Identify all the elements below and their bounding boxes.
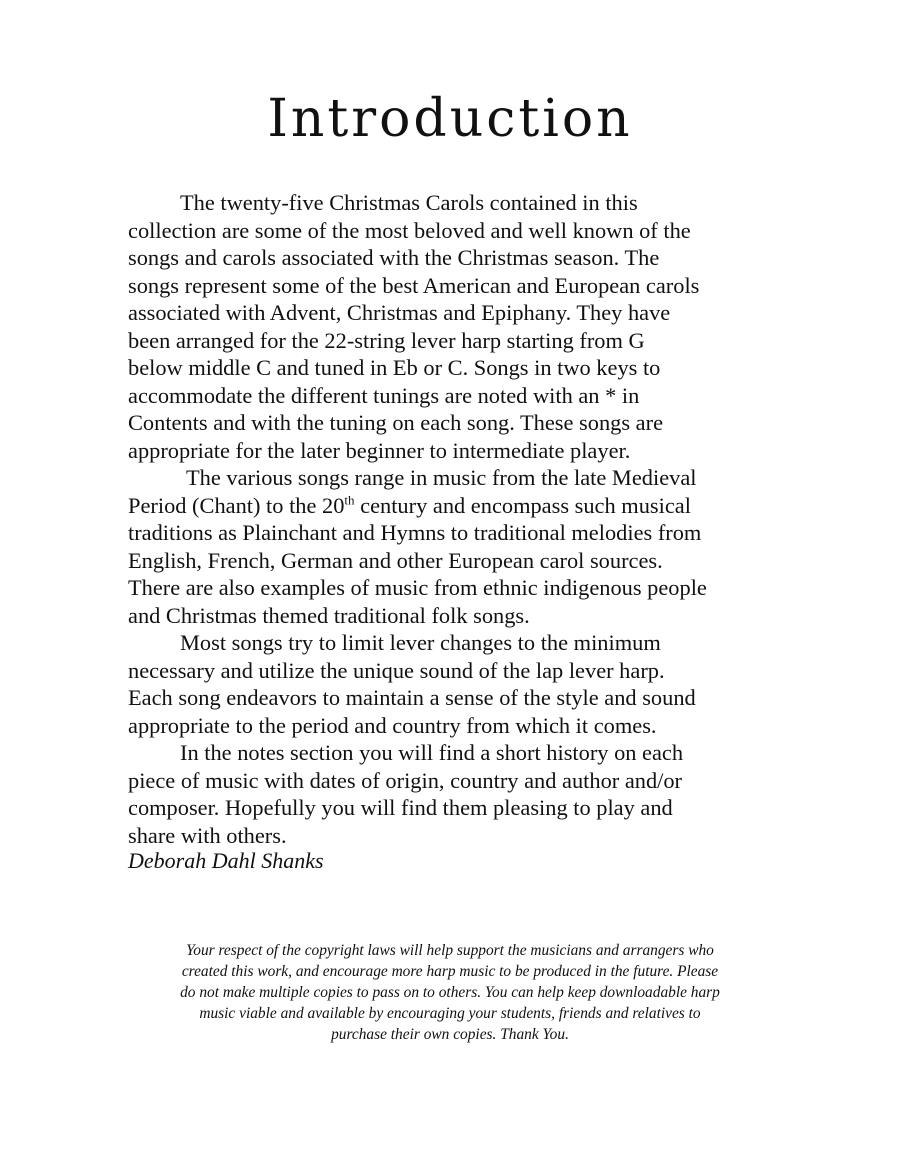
copyright-line: do not make multiple copies to pass on to others. You can help keep downloadable harp	[180, 984, 720, 1001]
copyright-line: Your respect of the copyright laws will help support the musicians and arrangers who	[186, 942, 714, 959]
copyright-line: created this work, and encourage more harp music to be produced in the future. Please	[181, 963, 719, 980]
text-line: Most songs try to limit lever changes to the minimum	[180, 630, 661, 655]
text-line: songs and carols associated with the Christmas season. The	[128, 245, 660, 270]
paragraph-musical-range	[128, 464, 788, 629]
text-fragment: century and encompass such musical	[354, 492, 691, 518]
text-line: songs represent some of the best American and European carols	[128, 272, 700, 298]
paragraph-lever-changes	[128, 629, 788, 739]
text-line: been arranged for the 22-string lever harp starting from G	[128, 327, 645, 353]
text-line: below middle C and tuned in Eb or C. Songs in two keys to	[128, 355, 661, 380]
text-line: piece of music with dates of origin, country and author and/or	[128, 767, 683, 793]
text-line	[128, 492, 788, 520]
text-line: and Christmas themed traditional folk songs.	[128, 602, 530, 628]
paragraph-notes-section	[128, 739, 788, 849]
text-line: Each song endeavors to maintain a sense of the style and sound	[128, 685, 696, 710]
text-line: There are also examples of music from ethnic indigenous people	[128, 575, 707, 600]
text-line: The various songs range in music from the late Medieval	[186, 465, 697, 490]
text-line: appropriate to the period and country from which it comes.	[128, 712, 657, 738]
text-line: In the notes section you will find a short history on each	[180, 740, 684, 765]
copyright-notice	[110, 940, 790, 1045]
text-line: share with others.	[128, 822, 287, 848]
paragraph-collection-overview	[128, 189, 788, 464]
text-line: appropriate for the later beginner to intermediate player.	[128, 437, 631, 463]
ordinal-suffix: th	[344, 492, 355, 508]
page-title: Introduction	[267, 89, 633, 149]
copyright-line: purchase their own copies. Thank You.	[331, 1026, 569, 1043]
text-line: accommodate the different tunings are noted with an * in	[128, 382, 640, 408]
text-line: English, French, German and other European carol sources.	[128, 547, 663, 573]
text-line: necessary and utilize the unique sound of the lap lever harp.	[128, 657, 665, 683]
text-line: The twenty-five Christmas Carols contained in this	[180, 190, 638, 215]
text-line: Contents and with the tuning on each song. These songs are	[128, 410, 664, 435]
text-line: associated with Advent, Christmas and Epiphany. They have	[128, 300, 671, 325]
introduction-body	[128, 189, 788, 849]
text-fragment: Period (Chant) to the 20	[128, 492, 345, 518]
text-line: collection are some of the most beloved and well known of the	[128, 217, 691, 243]
text-line: traditions as Plainchant and Hymns to traditional melodies from	[128, 520, 702, 545]
author-signature: Deborah Dahl Shanks	[128, 848, 324, 873]
copyright-line: music viable and available by encouraging your students, friends and relatives to	[199, 1005, 701, 1022]
text-line: composer. Hopefully you will find them pleasing to play and	[128, 795, 673, 820]
